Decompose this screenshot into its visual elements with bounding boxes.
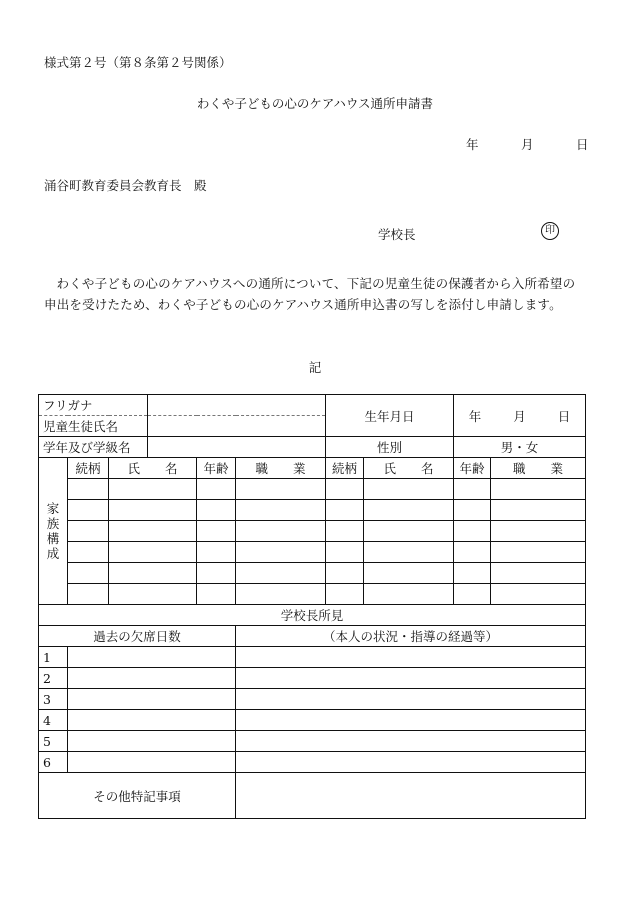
absence-days-label: 過去の欠席日数 [39,626,236,647]
gender-field[interactable]: 男・女 [454,437,586,458]
principal-opinion-label: 学校長所見 [39,605,586,626]
grade-class-label: 学年及び学級名 [39,437,148,458]
family-header-name: 氏 名 [109,458,197,479]
birth-date-field[interactable] [454,395,586,437]
birth-month-label: 月 [513,408,526,424]
family-header-row [39,458,586,479]
document-title: わくや子どもの心のケアハウス通所申請書 [196,96,434,111]
family-header-name-2: 氏 名 [364,458,454,479]
family-row [39,563,586,584]
row-number: 5 [39,731,68,752]
absence-row [39,668,586,689]
name-row-furigana [39,395,586,416]
body-paragraph: わくや子どもの心のケアハウスへの通所について、下記の児童生徒の保護者から入所希望の申出を受けたため、わくや子どもの心のケアハウス通所申込書の写しを添付し申請します。 [44,276,576,312]
furigana-field[interactable] [148,395,326,416]
student-name-label: 児童生徒氏名 [39,416,148,437]
family-header-relation: 続柄 [68,458,109,479]
birth-day-label: 日 [557,408,571,424]
absence-row [39,752,586,773]
other-notes-row [39,773,586,819]
guidance-label: （本人の状況・指導の経過等） [236,626,586,647]
family-header-occupation-2: 職 業 [491,458,586,479]
principal-opinion-row [39,605,586,626]
family-header-relation-2: 続柄 [326,458,364,479]
other-notes-field[interactable] [236,773,586,819]
family-header-age-2: 年齢 [454,458,491,479]
row-number: 1 [39,647,68,668]
student-name-field[interactable] [148,416,326,437]
family-label: 家族構成 [39,458,68,605]
ki-heading: 記 [308,360,322,375]
family-row [39,542,586,563]
application-form-table [38,394,586,819]
absence-row [39,731,586,752]
family-header-occupation: 職 業 [236,458,326,479]
form-number: 様式第２号（第８条第２号関係） [44,55,232,70]
row-number: 2 [39,668,68,689]
family-header-age: 年齢 [197,458,236,479]
date-year-label: 年 [466,137,479,152]
principal-label: 学校長 [378,227,416,242]
row-number: 3 [39,689,68,710]
birth-year-label: 年 [468,408,482,424]
birth-date-label: 生年月日 [326,395,454,437]
absence-row [39,689,586,710]
addressee: 涌谷町教育委員会教育長 殿 [44,178,207,193]
gender-label: 性別 [326,437,454,458]
absence-header-row [39,626,586,647]
date-day-label: 日 [576,137,589,152]
furigana-label: フリガナ [39,395,148,416]
family-row [39,584,586,605]
absence-row [39,710,586,731]
date-month-label: 月 [521,137,534,152]
grade-row [39,437,586,458]
absence-row [39,647,586,668]
family-row [39,500,586,521]
row-number: 6 [39,752,68,773]
family-row [39,479,586,500]
seal-mark: 印 [541,222,559,240]
family-row [39,521,586,542]
row-number: 4 [39,710,68,731]
grade-class-field[interactable] [148,437,326,458]
other-notes-label: その他特記事項 [39,773,236,819]
